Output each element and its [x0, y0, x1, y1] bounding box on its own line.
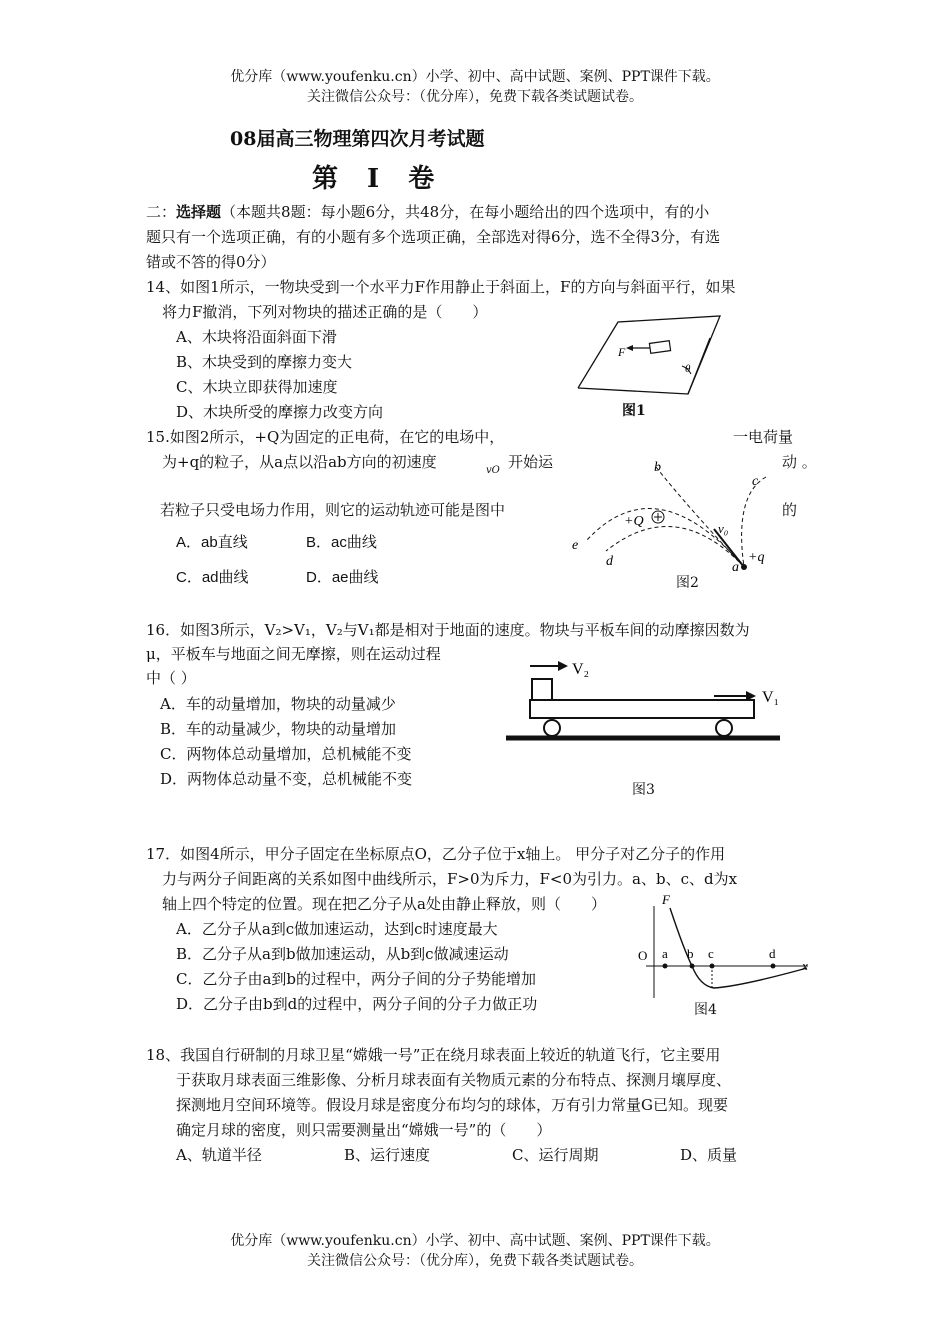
header-line-1: 优分库（www.youfenku.cn）小学、初中、高中试题、案例、PPT课件下载。	[230, 69, 720, 85]
header-line-2: 关注微信公众号：（优分库），免费下载各类试题试卷。	[307, 89, 643, 105]
fig1-F-label: F	[618, 345, 626, 359]
q17-option-b: B．乙分子从a到b做加速运动，从b到c做减速运动	[176, 945, 509, 963]
path-ab	[656, 467, 744, 567]
fig1-caption: 图1	[622, 403, 646, 419]
q14-option-d: D、木块所受的摩擦力改变方向	[176, 403, 384, 421]
q18-option-c: C、运行周期	[512, 1146, 599, 1164]
section-desc-line-2: 题只有一个选项正确，有的小题有多个选项正确，全部选对得6分，选不全得3分，有选	[146, 228, 721, 246]
fig3-caption: 图3	[632, 782, 655, 798]
fig2-b: b	[654, 460, 661, 475]
q14-option-c: C、木块立即获得加速度	[176, 378, 338, 396]
q18-line-2: 于获取月球表面三维影像、分析月球表面有关物质元素的分布特点、探测月壤厚度、	[176, 1071, 732, 1089]
q16-option-b: B．车的动量减少，物块的动量增加	[160, 720, 397, 738]
fig2-a: a	[732, 560, 739, 575]
fig2-c: c	[752, 474, 759, 489]
q17-option-c: C．乙分子由a到b的过程中，两分子间的分子势能增加	[176, 970, 537, 988]
q16-line-1: 16．如图3所示，V₂>V₁，V₂与V₁都是相对于地面的速度。物块与平板车间的动摩擦因数为	[146, 621, 750, 639]
q15-line-1a: 15.如图2所示，+Q为固定的正电荷，在它的电场中，	[146, 428, 505, 446]
v2-arrow	[558, 661, 568, 671]
q15-line-1b: 一电荷量	[733, 428, 794, 446]
fig2-v0: v₀	[718, 521, 729, 536]
q16-option-c: C．两物体总动量增加，总机械能不变	[160, 745, 412, 763]
q15-option-d: D．ae曲线	[306, 569, 379, 586]
q15-option-b: B．ac曲线	[306, 534, 377, 551]
fig4-c: c	[708, 946, 714, 961]
q18-line-3: 探测地月空间环境等。假设月球是密度分布均匀的球体，万有引力常量G已知。现要	[176, 1096, 728, 1114]
q15-line-3a: 若粒子只受电场力作用，则它的运动轨迹可能是图中	[160, 501, 506, 519]
fig4-a: a	[662, 946, 668, 961]
q17-option-a: A．乙分子从a到c做加速运动，达到c时速度最大	[176, 920, 498, 938]
section-desc-line-1	[146, 200, 709, 224]
q15-line-2c: 动 。	[782, 453, 817, 471]
volume-title: 第 Ⅰ 卷	[312, 164, 445, 194]
q16-line-2: μ，平板车与地面之间无摩擦，则在运动过程	[146, 645, 441, 663]
fig3-v1: V₁	[762, 689, 780, 706]
incline-outline	[578, 316, 720, 394]
q15-line-2b: 开始运	[508, 453, 554, 471]
section-desc-line-3: 错或不答的得0分）	[146, 253, 276, 271]
fig4-x: x	[802, 958, 808, 973]
section-name: 选择题	[176, 203, 222, 221]
q15-option-a: A．ab直线	[176, 534, 248, 551]
fig2-Q: +Q	[624, 514, 644, 529]
fig4-b: b	[687, 946, 694, 961]
section-desc: （本题共8题：每小题6分，共48分，在每小题给出的四个选项中，有的小	[221, 203, 710, 221]
fig4-O: O	[638, 948, 648, 963]
q14-option-a: A、木块将沿面斜面下滑	[176, 328, 337, 346]
q14-line-1: 14、如图1所示，一物块受到一个水平力F作用静止于斜面上，F的方向与斜面平行，如果	[146, 278, 736, 296]
q14-line-2: 将力F撤消，下列对物块的描述正确的是（ ）	[162, 303, 488, 321]
figure-3-cart	[500, 652, 790, 748]
fig4-caption: 图4	[694, 1002, 717, 1018]
figure-2-field	[566, 455, 786, 575]
fig2-q: +q	[748, 550, 765, 565]
q17-line-2: 力与两分子间距离的关系如图中曲线所示，F>0为斥力，F<0为引力。a、b、c、d为x	[162, 870, 738, 888]
figure-1-incline	[570, 308, 730, 400]
wheel-right	[716, 720, 732, 736]
cart-board	[530, 700, 754, 718]
q18-option-a: A、轨道半径	[176, 1146, 262, 1164]
q14-option-b: B、木块受到的摩擦力变大	[176, 353, 353, 371]
q18-line-4: 确定月球的密度，则只需要测量出“嫦娥一号”的（ ）	[176, 1121, 552, 1139]
q17-line-3: 轴上四个特定的位置。现在把乙分子从a处由静止释放，则（ ）	[162, 895, 606, 913]
q18-line-1: 18、我国自行研制的月球卫星“嫦娥一号”正在绕月球表面上较近的轨道飞行，它主要用	[146, 1046, 721, 1064]
fig4-F: F	[662, 892, 670, 907]
fig3-v2: V₂	[572, 661, 590, 678]
fig4-d: d	[769, 946, 776, 961]
q15-line-2a: 为+q的粒子，从a点以沿ab方向的初速度	[162, 453, 437, 471]
section-prefix: 二：	[146, 203, 177, 221]
q18-option-d: D、质量	[680, 1146, 738, 1164]
page-title: 08届高三物理第四次月考试题	[230, 128, 485, 150]
fig2-caption: 图2	[676, 575, 699, 591]
fig1-theta-label: θ	[685, 363, 691, 375]
q17-line-1: 17．如图4所示，甲分子固定在坐标原点O，乙分子位于x轴上。 甲分子对乙分子的作用	[146, 845, 726, 863]
q16-option-a: A．车的动量增加，物块的动量减少	[160, 695, 396, 713]
q16-option-d: D．两物体总动量不变，总机械能不变	[160, 770, 413, 788]
footer-line-1: 优分库（www.youfenku.cn）小学、初中、高中试题、案例、PPT课件下载。	[230, 1233, 720, 1249]
fig2-d: d	[606, 554, 613, 569]
q17-option-d: D．乙分子由b到d的过程中，两分子间的分子力做正功	[176, 995, 538, 1013]
q18-option-b: B、运行速度	[344, 1146, 431, 1164]
figure-4-force-curve	[632, 890, 812, 1002]
block	[649, 341, 670, 354]
q15-option-c: C．ad曲线	[176, 569, 249, 586]
point-a	[741, 564, 747, 570]
q16-line-3: 中（ ）	[146, 669, 196, 687]
block	[532, 679, 552, 700]
footer-line-2: 关注微信公众号：（优分库），免费下载各类试题试卷。	[307, 1253, 643, 1269]
wheel-left	[544, 720, 560, 736]
q15-line-3b: 的	[782, 501, 798, 519]
q15-v0: vO	[486, 465, 500, 476]
fig2-e: e	[572, 538, 579, 553]
